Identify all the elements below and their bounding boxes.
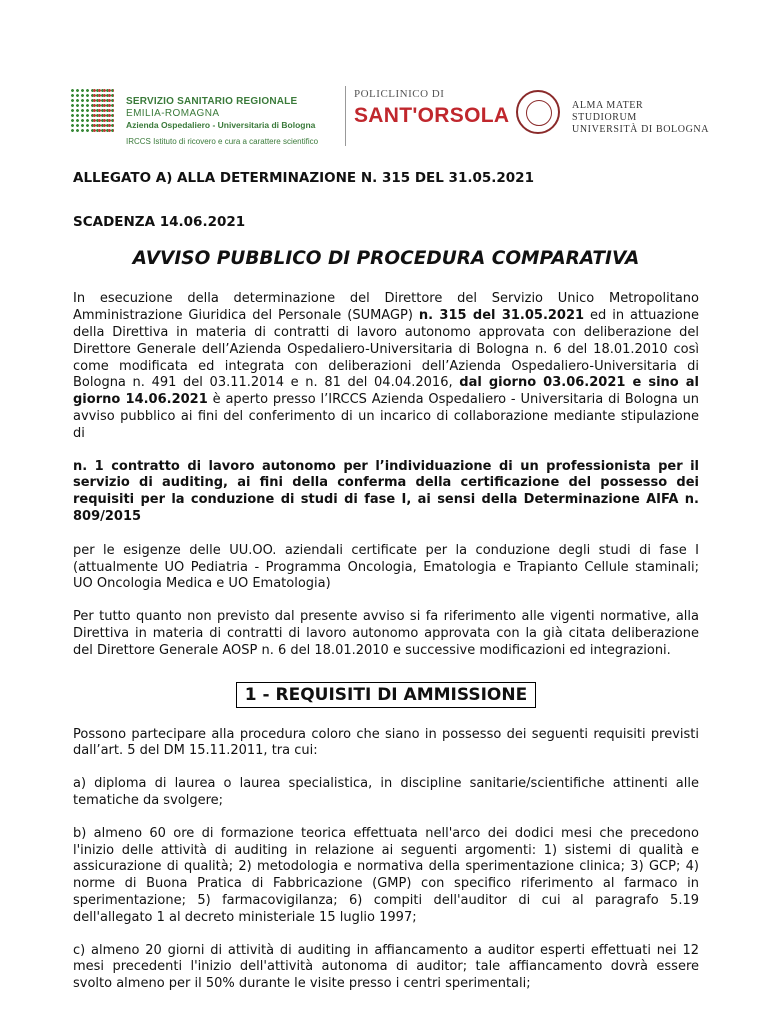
unibo-line1: ALMA MATER STUDIORUM (572, 100, 644, 123)
intro-dates: dal giorno 03.06.2021 e sino al giorno 14.06.2021 (73, 375, 699, 408)
intro-text-2: ed in attuazione della Direttiva in materia di contratti di lavoro autonomo approvata con deliberazione del Direttore Generale dell’Azienda Ospedaliero-Universitaria di Bologna n. 6 del 18.01.2010 così come modificata ed integrata con deliberazioni dell’Azienda Ospedaliero-Universitaria di Bologna n. 491 del 03.11.2014 e n. 81 del 04.04.2016, (73, 308, 700, 391)
intro-determina: n. 315 del 31.05.2021 (418, 308, 585, 324)
ssr-line3: Azienda Ospedaliero - Universitaria di Bologna (126, 120, 316, 130)
santorsola-small: POLICLINICO DI (354, 88, 445, 100)
allegato-heading: ALLEGATO A) ALLA DETERMINAZIONE N. 315 DEL 31.05.2021 (73, 170, 534, 186)
document-title: AVVISO PUBBLICO DI PROCEDURA COMPARATIVA (132, 247, 640, 269)
unibo-seal-icon (516, 90, 560, 134)
esigenze-paragraph: per le esigenze delle UU.OO. aziendali certificate per la conduzione degli studi di fase I (attualmente UO Pediatria - Programma Oncologia, Ematologia e Trapianto Cellule staminali; UO Oncologia Medica e UO Ematologia) (73, 542, 699, 592)
unibo-line2: UNIVERSITÀ DI BOLOGNA (572, 124, 710, 135)
section-heading-requisiti: 1 - REQUISITI DI AMMISSIONE (236, 682, 536, 708)
santorsola-big: SANT'ORSOLA (354, 104, 510, 127)
requirement-a: a) diploma di laurea o laurea specialistica, in discipline sanitarie/scientifiche attinenti alle tematiche da svolgere; (73, 776, 699, 808)
rinvio-paragraph: Per tutto quanto non previsto dal presente avviso si fa riferimento alle vigenti normative, alla Direttiva in materia di contratti di lavoro autonomo approvata con la già citata deliberazione del Direttore Generale AOSP n. 6 del 18.01.2010 e successive modificazioni ed integrazioni. (73, 609, 699, 658)
ssr-line1: SERVIZIO SANITARIO REGIONALE (126, 96, 298, 107)
requirement-b: b) almeno 60 ore di formazione teorica effettuata nell'arco dei dodici mesi che precedono l'inizio delle attività di auditing in relazione ai seguenti argomenti: 1) sistemi di qualità e assicurazione di qualità; 2) metodologia e normativa della sperimentazione clinica; 3) GCP; 4) norme di Buona Pratica di Fabbricazione (GMP) con specifico riferimento al farmaco in sperimentazione; 5) farmacovigilanza; 6) compiti dell'auditor di cui al paragrafo 5.19 dell'allegato 1 al decreto ministeriale 15 luglio 1997; (73, 825, 699, 925)
requirement-c: c) almeno 20 giorni di attività di auditing in affiancamento a auditor esperti effettuati nei 12 mesi precedenti l'inizio dell'attività autonoma di auditor; tale affiancamento dovrà essere svolto almeno per il 50% durante le visite presso i centri sperimentali; (73, 942, 699, 992)
ssr-red-dot-pattern-icon (92, 88, 114, 132)
ssr-line2: EMILIA-ROMAGNA (126, 108, 220, 119)
intro-text-3: è aperto presso l’IRCCS Azienda Ospedaliero - Universitaria di Bologna un avviso pubblico ai fini del conferimento di un incarico di collaborazione mediante stipulazione di (73, 392, 699, 441)
possono-paragraph: Possono partecipare alla procedura coloro che siano in possesso dei seguenti requisiti previsti dall’art. 5 del DM 15.11.2011, tra cui: (73, 726, 699, 759)
intro-paragraph (73, 291, 699, 442)
santorsola-logo (354, 88, 509, 128)
logo-divider (345, 86, 346, 146)
unibo-logo (572, 100, 710, 136)
scadenza-heading: SCADENZA 14.06.2021 (73, 213, 246, 230)
ssr-line4: IRCCS Istituto di ricovero e cura a carattere scientifico (126, 137, 319, 146)
header-logos (70, 84, 710, 148)
document-body (73, 160, 699, 1009)
contract-description: n. 1 contratto di lavoro autonomo per l’individuazione di un professionista per il servizio di auditing, ai fini della conferma della certificazione del possesso dei requisiti per la conduzione di studi di fase I, ai sensi della Determinazione AIFA n. 809/2015 (73, 458, 699, 524)
intro-text-1: In esecuzione della determinazione del Direttore del Servizio Unico Metropolitano Amministrazione Giuridica del Personale (SUMAGP) (73, 291, 699, 324)
ssr-logo (70, 84, 340, 148)
